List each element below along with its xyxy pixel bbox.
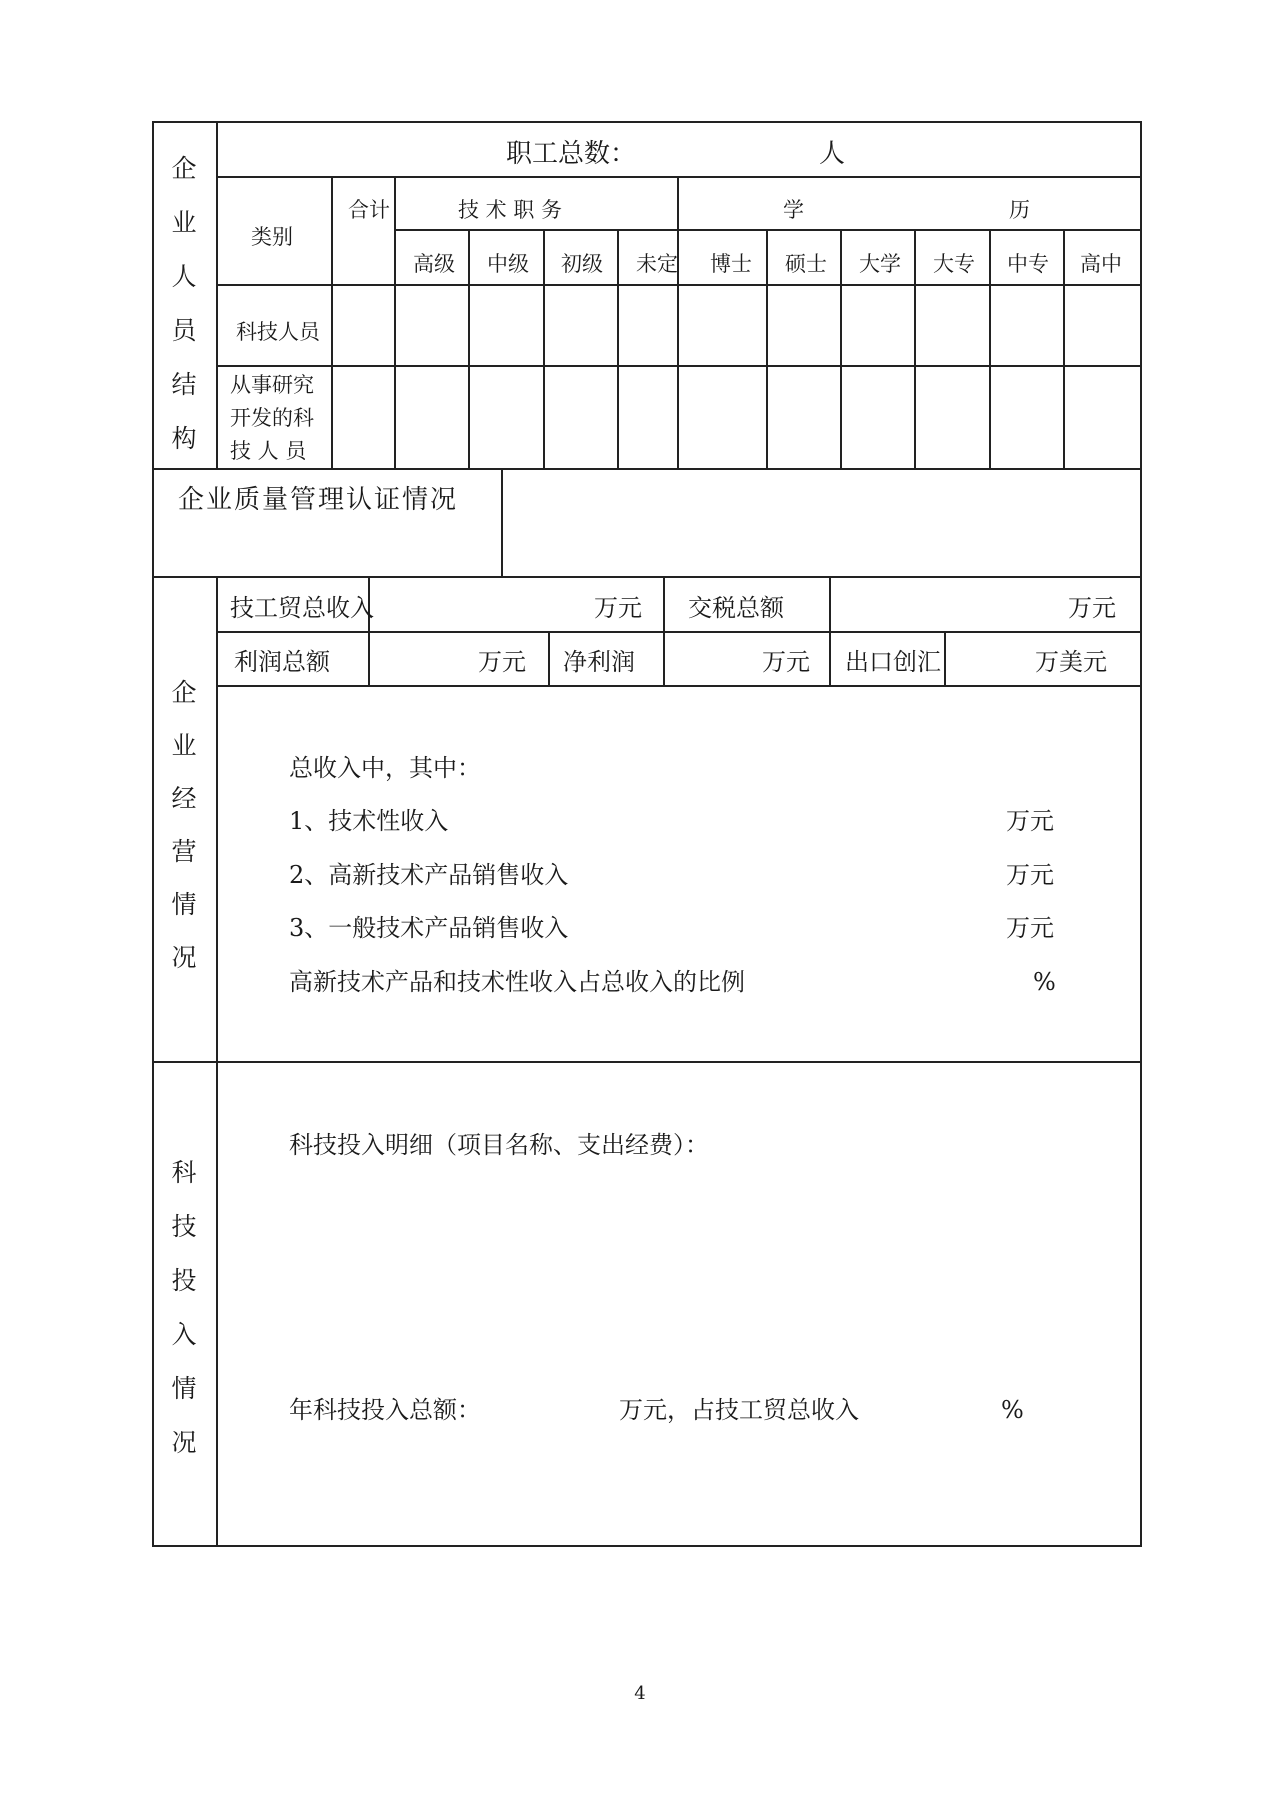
revenue-unit: 万元 xyxy=(594,594,642,622)
ops-line-e xyxy=(829,631,831,686)
personnel-row-line-1 xyxy=(216,176,1142,178)
col-header-intermediate: 中级 xyxy=(487,252,529,276)
total-header: 合计 xyxy=(348,198,390,222)
net-profit-unit: 万元 xyxy=(762,648,810,676)
revenue-label: 技工贸总收入 xyxy=(230,594,374,622)
export-unit: 万美元 xyxy=(1035,648,1107,676)
net-profit-label: 净利润 xyxy=(563,648,635,676)
staff-total-unit: 人 xyxy=(819,139,846,169)
edu-group-header-2: 历 xyxy=(1009,198,1030,222)
tax-unit: 万元 xyxy=(1068,594,1116,622)
quality-section-bottom xyxy=(152,576,1142,578)
income-item-general-unit: 万元 xyxy=(1006,914,1054,942)
col-line-6 xyxy=(840,229,842,469)
title-group-header: 技 术 职 务 xyxy=(458,198,563,222)
staff-total-label: 职工总数： xyxy=(506,139,637,169)
quality-cert-label: 企业质量管理认证情况 xyxy=(178,485,459,515)
edu-group-header-1: 学 xyxy=(783,198,804,222)
table-top-border xyxy=(152,121,1142,123)
col-header-master: 硕士 xyxy=(785,252,827,276)
income-item-tech-label: 1、技术性收入 xyxy=(289,807,449,835)
operations-row-line-2 xyxy=(216,685,1142,687)
personnel-row-line-4 xyxy=(216,365,1142,367)
col-header-highschool: 高中 xyxy=(1080,252,1122,276)
row-label-tech-staff: 科技人员 xyxy=(236,320,320,344)
col-line-2 xyxy=(543,229,545,469)
personnel-section-label: 企 业 人 员 结 构 xyxy=(171,154,197,453)
page-number: 4 xyxy=(634,1683,646,1704)
income-ratio-unit: % xyxy=(1033,968,1056,996)
profit-label: 利润总额 xyxy=(234,648,330,676)
col-line-total-left xyxy=(331,176,333,469)
personnel-section-bottom xyxy=(152,468,1142,470)
col-header-college: 大专 xyxy=(933,252,975,276)
rd-section-label: 科 技 投 入 情 况 xyxy=(171,1158,197,1457)
income-item-hightech-label: 2、高新技术产品销售收入 xyxy=(289,861,569,889)
col-header-senior: 高级 xyxy=(413,252,455,276)
operations-section-label: 企 业 经 营 情 况 xyxy=(171,678,197,972)
col-line-total-right xyxy=(394,176,396,469)
col-line-8 xyxy=(989,229,991,469)
label-column-divider-top xyxy=(216,121,218,470)
col-line-title-edu xyxy=(677,176,679,469)
col-header-phd: 博士 xyxy=(710,252,752,276)
personnel-row-line-3 xyxy=(216,284,1142,286)
table-bottom-border xyxy=(152,1545,1142,1547)
ops-line-d xyxy=(548,631,550,686)
category-header: 类别 xyxy=(251,225,293,249)
profit-unit: 万元 xyxy=(478,648,526,676)
income-item-general-label: 3、一般技术产品销售收入 xyxy=(289,914,569,942)
income-ratio-label: 高新技术产品和技术性收入占总收入的比例 xyxy=(289,968,745,996)
col-line-5 xyxy=(766,229,768,469)
income-item-hightech-unit: 万元 xyxy=(1006,861,1054,889)
rd-total-unit: 万元，占技工贸总收入 xyxy=(619,1396,859,1424)
income-intro: 总收入中，其中： xyxy=(289,754,481,782)
ops-line-a xyxy=(368,576,370,686)
ops-line-c xyxy=(829,576,831,633)
rd-total-label: 年科技投入总额： xyxy=(289,1396,481,1424)
row-label-rd-staff-2: 开发的科 xyxy=(230,406,314,430)
table-right-border xyxy=(1140,121,1142,1547)
col-line-9 xyxy=(1063,229,1065,469)
col-line-3 xyxy=(617,229,619,469)
row-label-rd-staff-1: 从事研究 xyxy=(230,373,314,397)
col-line-1 xyxy=(468,229,470,469)
rd-detail-label: 科技投入明细（项目名称、支出经费）： xyxy=(289,1131,709,1159)
col-header-undetermined: 未定 xyxy=(636,252,678,276)
rd-percent-unit: % xyxy=(1001,1396,1024,1424)
quality-divider xyxy=(501,468,503,578)
table-left-border xyxy=(152,121,154,1547)
ops-line-f xyxy=(944,631,946,686)
tax-label: 交税总额 xyxy=(688,594,784,622)
income-item-tech-unit: 万元 xyxy=(1006,807,1054,835)
ops-line-b xyxy=(663,576,665,686)
operations-row-line-1 xyxy=(216,631,1142,633)
export-label: 出口创汇 xyxy=(845,648,941,676)
col-line-7 xyxy=(914,229,916,469)
col-header-bachelor: 大学 xyxy=(859,252,901,276)
row-label-rd-staff-3: 技 人 员 xyxy=(230,439,307,463)
col-header-junior: 初级 xyxy=(561,252,603,276)
col-header-secondary: 中专 xyxy=(1007,252,1049,276)
operations-section-bottom xyxy=(152,1061,1142,1063)
